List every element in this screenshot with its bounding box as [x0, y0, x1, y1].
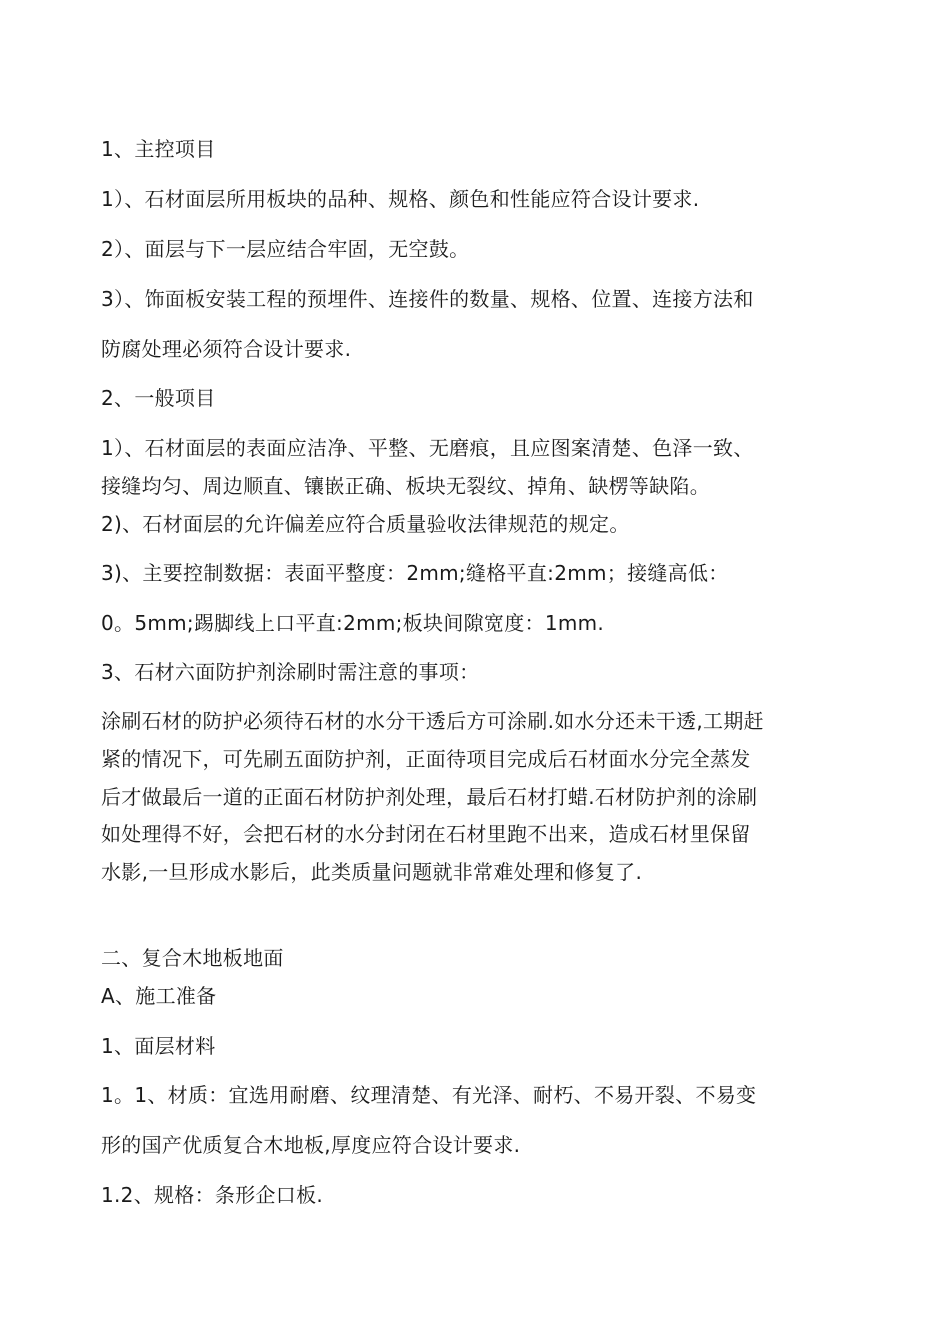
heading-main-control-items: 1、主控项目 — [101, 137, 216, 161]
paragraph-line: 3）、饰面板安装工程的预埋件、连接件的数量、规格、位置、连接方法和 — [101, 287, 754, 311]
paragraph-line: 后才做最后一道的正面石材防护剂处理，最后石材打蜡.石材防护剂的涂刷 — [101, 785, 758, 809]
paragraph-line: 3)、主要控制数据：表面平整度：2mm;缝格平直:2mm；接缝高低： — [101, 561, 729, 585]
paragraph-line: 如处理得不好，会把石材的水分封闭在石材里跑不出来，造成石材里保留 — [101, 822, 751, 846]
heading-surface-materials: 1、面层材料 — [101, 1034, 216, 1058]
paragraph-line: 接缝均匀、周边顺直、镶嵌正确、板块无裂纹、掉角、缺楞等缺陷。 — [101, 474, 710, 498]
section-heading-composite-wood-floor: 二、复合木地板地面 — [101, 946, 284, 970]
paragraph-line: 紧的情况下，可先刷五面防护剂，正面待项目完成后石材面水分完全蒸发 — [101, 747, 751, 771]
paragraph-line: 1）、石材面层所用板块的品种、规格、颜色和性能应符合设计要求. — [101, 187, 700, 211]
paragraph-line: 2）、面层与下一层应结合牢固，无空鼓。 — [101, 237, 470, 261]
paragraph-line: 0。5mm;踢脚线上口平直:2mm;板块间隙宽度：1mm. — [101, 611, 605, 635]
heading-protective-agent: 3、石材六面防护剂涂刷时需注意的事项： — [101, 660, 480, 684]
paragraph-line: 1。1、材质：宜选用耐磨、纹理清楚、有光泽、耐朽、不易开裂、不易变 — [101, 1083, 757, 1107]
paragraph-line: 1）、石材面层的表面应洁净、平整、无磨痕，且应图案清楚、色泽一致、 — [101, 436, 754, 460]
subsection-heading-preparation: A、施工准备 — [101, 984, 217, 1008]
heading-general-items: 2、一般项目 — [101, 386, 216, 410]
paragraph-line: 水影,一旦形成水影后，此类质量问题就非常难处理和修复了. — [101, 860, 643, 884]
paragraph-line: 涂刷石材的防护必须待石材的水分干透后方可涂刷.如水分还未干透,工期赶 — [101, 709, 764, 733]
paragraph-line: 形的国产优质复合木地板,厚度应符合设计要求. — [101, 1133, 521, 1157]
paragraph-line: 1.2、规格：条形企口板. — [101, 1183, 324, 1207]
paragraph-line: 2)、石材面层的允许偏差应符合质量验收法律规范的规定。 — [101, 512, 630, 536]
paragraph-line: 防腐处理必须符合设计要求. — [101, 337, 352, 361]
